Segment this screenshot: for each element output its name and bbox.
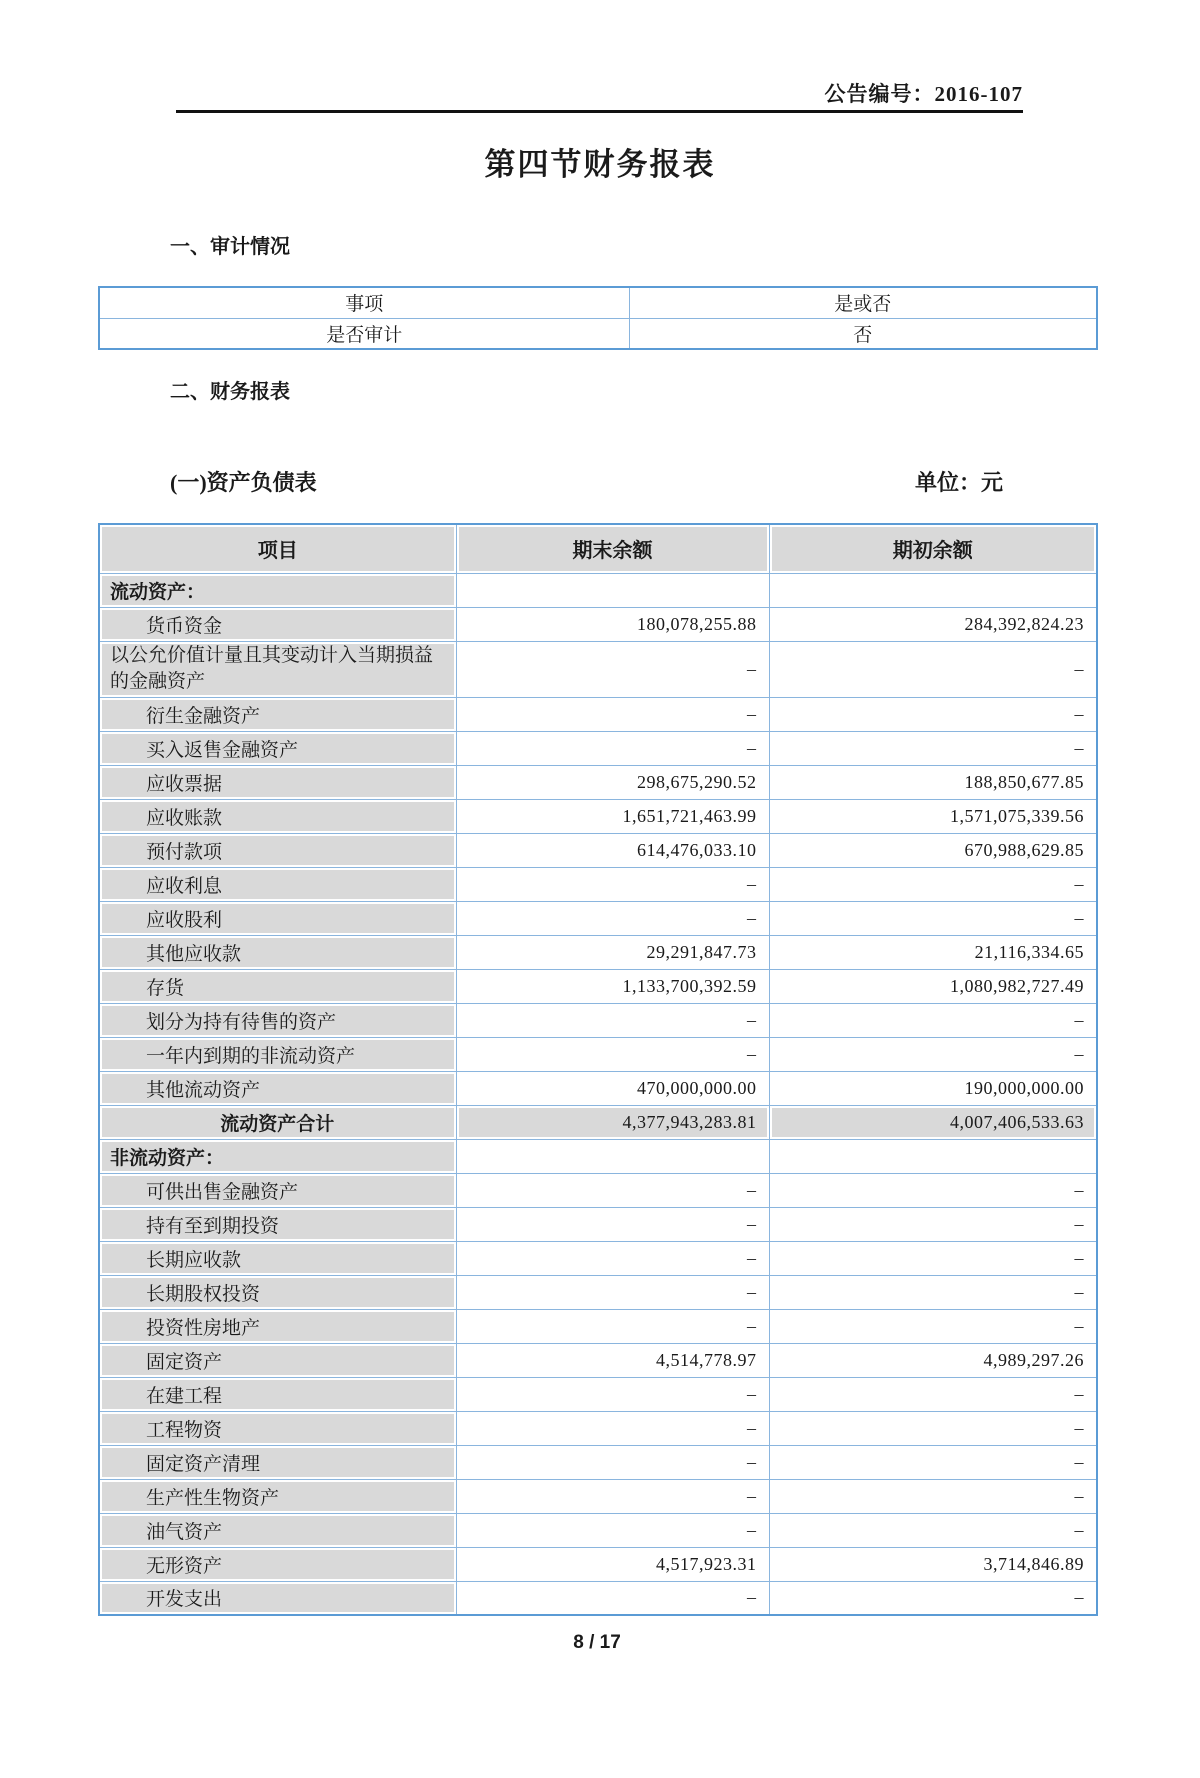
row-beginning-value: –	[769, 1479, 1097, 1513]
row-beginning-value: –	[769, 1003, 1097, 1037]
row-ending-value: –	[456, 731, 769, 765]
row-ending-value: –	[456, 1003, 769, 1037]
row-ending-value: –	[456, 1377, 769, 1411]
row-label: 应收账款	[99, 799, 456, 833]
table-row	[99, 1275, 1097, 1309]
row-ending-value: 470,000,000.00	[456, 1071, 769, 1105]
row-label: 长期股权投资	[99, 1275, 456, 1309]
row-label: 划分为持有待售的资产	[99, 1003, 456, 1037]
row-label: 预付款项	[99, 833, 456, 867]
row-ending-value: –	[456, 1581, 769, 1615]
row-beginning-value: –	[769, 1241, 1097, 1275]
audit-header-yesno: 是或否	[629, 287, 1097, 318]
balance-sheet-heading: (一)资产负债表	[170, 470, 317, 495]
row-beginning-value: –	[769, 1173, 1097, 1207]
column-header-ending-balance: 期末余额	[456, 524, 769, 573]
row-label: 生产性生物资产	[99, 1479, 456, 1513]
table-row	[99, 1241, 1097, 1275]
row-beginning-value: 188,850,677.85	[769, 765, 1097, 799]
table-row	[99, 901, 1097, 935]
row-label: 其他应收款	[99, 935, 456, 969]
audit-table-row	[99, 318, 1097, 349]
row-ending-value: 4,514,778.97	[456, 1343, 769, 1377]
row-label: 固定资产清理	[99, 1445, 456, 1479]
table-row	[99, 1003, 1097, 1037]
row-beginning-value: –	[769, 1581, 1097, 1615]
row-label: 在建工程	[99, 1377, 456, 1411]
row-beginning-value: –	[769, 697, 1097, 731]
row-beginning-value: –	[769, 1377, 1097, 1411]
row-label: 无形资产	[99, 1547, 456, 1581]
table-row	[99, 1037, 1097, 1071]
row-beginning-value: 21,116,334.65	[769, 935, 1097, 969]
row-beginning-value	[769, 573, 1097, 607]
table-row	[99, 833, 1097, 867]
row-ending-value: 4,517,923.31	[456, 1547, 769, 1581]
header-rule	[176, 110, 1023, 113]
table-row	[99, 731, 1097, 765]
column-header-item: 项目	[99, 524, 456, 573]
audit-table-cell: 是否审计	[99, 318, 629, 349]
row-beginning-value: –	[769, 1275, 1097, 1309]
row-label: 存货	[99, 969, 456, 1003]
row-label: 流动资产合计	[99, 1105, 456, 1139]
row-beginning-value	[769, 1139, 1097, 1173]
row-beginning-value: –	[769, 1207, 1097, 1241]
row-ending-value: –	[456, 1479, 769, 1513]
row-ending-value: –	[456, 1037, 769, 1071]
row-label: 投资性房地产	[99, 1309, 456, 1343]
table-row	[99, 1547, 1097, 1581]
balance-sheet-header-row	[99, 524, 1097, 573]
row-beginning-value: –	[769, 731, 1097, 765]
row-ending-value: 298,675,290.52	[456, 765, 769, 799]
row-ending-value: –	[456, 697, 769, 731]
row-label: 应收票据	[99, 765, 456, 799]
row-label: 持有至到期投资	[99, 1207, 456, 1241]
row-label: 非流动资产：	[99, 1139, 456, 1173]
row-ending-value: –	[456, 901, 769, 935]
row-ending-value: –	[456, 1411, 769, 1445]
row-label: 可供出售金融资产	[99, 1173, 456, 1207]
table-row	[99, 1479, 1097, 1513]
row-label: 长期应收款	[99, 1241, 456, 1275]
row-ending-value: 614,476,033.10	[456, 833, 769, 867]
table-row	[99, 697, 1097, 731]
table-row	[99, 1411, 1097, 1445]
row-label: 流动资产：	[99, 573, 456, 607]
row-beginning-value: –	[769, 1513, 1097, 1547]
row-beginning-value: 1,571,075,339.56	[769, 799, 1097, 833]
row-ending-value: –	[456, 1173, 769, 1207]
row-beginning-value: 3,714,846.89	[769, 1547, 1097, 1581]
page-title: 第四节财务报表	[484, 147, 716, 182]
row-label: 衍生金融资产	[99, 697, 456, 731]
row-beginning-value: –	[769, 1037, 1097, 1071]
row-ending-value	[456, 1139, 769, 1173]
table-row	[99, 607, 1097, 641]
table-row	[99, 765, 1097, 799]
audit-table-header-row	[99, 287, 1097, 318]
row-ending-value: –	[456, 1241, 769, 1275]
row-beginning-value: 4,989,297.26	[769, 1343, 1097, 1377]
row-beginning-value: –	[769, 641, 1097, 697]
row-beginning-value: 670,988,629.85	[769, 833, 1097, 867]
column-header-beginning-balance: 期初余额	[769, 524, 1097, 573]
row-label: 以公允价值计量且其变动计入当期损益的金融资产	[99, 641, 456, 697]
row-ending-value: 1,133,700,392.59	[456, 969, 769, 1003]
unit-label: 单位：元	[914, 470, 1003, 495]
table-row	[99, 1309, 1097, 1343]
row-ending-value: 180,078,255.88	[456, 607, 769, 641]
balance-sheet-body	[99, 573, 1097, 1615]
row-ending-value: –	[456, 1513, 769, 1547]
row-beginning-value: 4,007,406,533.63	[769, 1105, 1097, 1139]
table-row	[99, 969, 1097, 1003]
row-ending-value	[456, 573, 769, 607]
row-beginning-value: 190,000,000.00	[769, 1071, 1097, 1105]
table-row	[99, 1513, 1097, 1547]
table-row	[99, 641, 1097, 697]
row-label: 应收利息	[99, 867, 456, 901]
table-row	[99, 1139, 1097, 1173]
table-row	[99, 1581, 1097, 1615]
row-label: 工程物资	[99, 1411, 456, 1445]
announcement-number: 公告编号：2016-107	[824, 82, 1023, 106]
row-ending-value: 29,291,847.73	[456, 935, 769, 969]
row-ending-value: 4,377,943,283.81	[456, 1105, 769, 1139]
row-beginning-value: –	[769, 867, 1097, 901]
row-ending-value: –	[456, 1207, 769, 1241]
row-beginning-value: –	[769, 901, 1097, 935]
table-row	[99, 935, 1097, 969]
table-row	[99, 867, 1097, 901]
table-row	[99, 799, 1097, 833]
row-beginning-value: 1,080,982,727.49	[769, 969, 1097, 1003]
row-ending-value: –	[456, 1309, 769, 1343]
page-number: 8 / 17	[573, 1632, 621, 1654]
table-row	[99, 1207, 1097, 1241]
audit-header-item: 事项	[99, 287, 629, 318]
table-row	[99, 573, 1097, 607]
row-label: 货币资金	[99, 607, 456, 641]
row-label: 油气资产	[99, 1513, 456, 1547]
balance-sheet-heading-line	[0, 468, 1200, 498]
audit-table-cell: 否	[629, 318, 1097, 349]
document-page	[0, 82, 1200, 1778]
table-row	[99, 1071, 1097, 1105]
table-row	[99, 1377, 1097, 1411]
row-ending-value: –	[456, 867, 769, 901]
audit-table-body	[99, 318, 1097, 349]
audit-table	[98, 286, 1098, 350]
row-beginning-value: 284,392,824.23	[769, 607, 1097, 641]
row-label: 应收股利	[99, 901, 456, 935]
table-row	[99, 1343, 1097, 1377]
row-ending-value: –	[456, 1445, 769, 1479]
row-label: 其他流动资产	[99, 1071, 456, 1105]
balance-sheet-table	[98, 523, 1098, 1616]
table-row	[99, 1445, 1097, 1479]
row-beginning-value: –	[769, 1411, 1097, 1445]
row-label: 固定资产	[99, 1343, 456, 1377]
row-label: 一年内到期的非流动资产	[99, 1037, 456, 1071]
row-ending-value: 1,651,721,463.99	[456, 799, 769, 833]
row-ending-value: –	[456, 641, 769, 697]
row-ending-value: –	[456, 1275, 769, 1309]
section-heading-audit: 一、审计情况	[170, 236, 290, 258]
row-label: 买入返售金融资产	[99, 731, 456, 765]
table-row	[99, 1173, 1097, 1207]
row-beginning-value: –	[769, 1445, 1097, 1479]
row-label: 开发支出	[99, 1581, 456, 1615]
table-row	[99, 1105, 1097, 1139]
section-heading-financial: 二、财务报表	[170, 381, 290, 403]
row-beginning-value: –	[769, 1309, 1097, 1343]
